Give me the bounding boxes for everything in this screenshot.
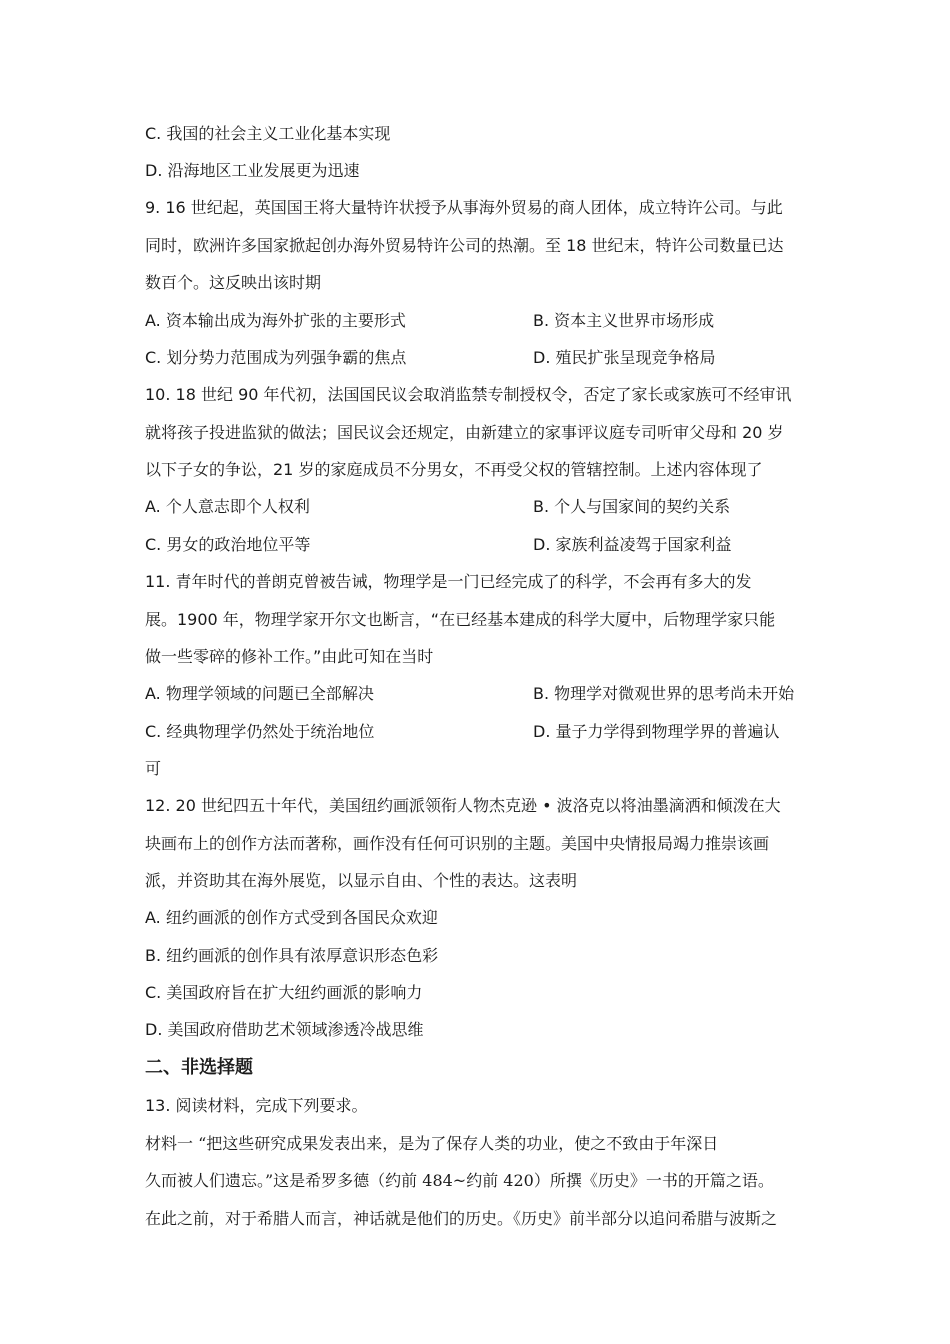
q11-option-d-wrap: 可: [145, 759, 162, 778]
q10-option-d: D. 家族利益凌驾于国家利益: [533, 535, 732, 554]
q13-intro: 13. 阅读材料，完成下列要求。: [145, 1096, 368, 1115]
q9-option-b: B. 资本主义世界市场形成: [533, 311, 715, 330]
q9-option-a: A. 资本输出成为海外扩张的主要形式: [145, 311, 406, 330]
q13-material-line: 材料一 “把这些研究成果发表出来，是为了保存人类的功业，使之不致由于年深日: [145, 1134, 719, 1153]
q10-option-c: C. 男女的政治地位平等: [145, 535, 311, 554]
q12-stem-line: 派，并资助其在海外展览，以显示自由、个性的表达。这表明: [145, 871, 578, 890]
q11-option-d: D. 量子力学得到物理学界的普遍认: [533, 722, 780, 741]
q9-stem-line: 数百个。这反映出该时期: [145, 273, 322, 292]
q12-option-a: A. 纽约画派的创作方式受到各国民众欢迎: [145, 908, 438, 927]
q9-stem-line: 9. 16 世纪起，英国国王将大量特许状授予从事海外贸易的商人团体，成立特许公司。与此: [145, 198, 783, 217]
q11-stem-line: 做一些零碎的修补工作。”由此可知在当时: [145, 647, 434, 666]
q11-option-c: C. 经典物理学仍然处于统治地位: [145, 722, 375, 741]
q10-option-a: A. 个人意志即个人权利: [145, 497, 310, 516]
q12-option-d: D. 美国政府借助艺术领域渗透冷战思维: [145, 1020, 424, 1039]
q9-stem-line: 同时，欧洲许多国家掀起创办海外贸易特许公司的热潮。至 18 世纪末，特许公司数量已达: [145, 236, 784, 255]
q10-stem-line: 10. 18 世纪 90 年代初，法国国民议会取消监禁专制授权令，否定了家长或家族可不经审讯: [145, 385, 792, 404]
section-heading: 二、非选择题: [145, 1057, 253, 1078]
q11-option-b: B. 物理学对微观世界的思考尚未开始: [533, 684, 795, 703]
q10-option-b: B. 个人与国家间的契约关系: [533, 497, 731, 516]
q12-stem-line: 块画布上的创作方法而著称，画作没有任何可识别的主题。美国中央情报局竭力推崇该画: [145, 834, 770, 853]
q12-option-c: C. 美国政府旨在扩大纽约画派的影响力: [145, 983, 423, 1002]
q9-option-c: C. 划分势力范围成为列强争霸的焦点: [145, 348, 407, 367]
q11-stem-line: 展。1900 年，物理学家开尔文也断言，“在已经基本建成的科学大厦中，后物理学家只能: [145, 610, 776, 629]
q9-option-d: D. 殖民扩张呈现竞争格局: [533, 348, 716, 367]
q12-option-b: B. 纽约画派的创作具有浓厚意识形态色彩: [145, 946, 439, 965]
q13-material-line: 久而被人们遗忘。”这是希罗多德（约前 484~约前 420）所撰《历史》一书的开篇之语。: [145, 1171, 774, 1190]
q10-stem-line: 就将孩子投进监狱的做法；国民议会还规定，由新建立的家事评议庭专司听审父母和 20 岁: [145, 423, 784, 442]
q8-option-d: D. 沿海地区工业发展更为迅速: [145, 161, 360, 180]
q13-material-line: 在此之前，对于希腊人而言，神话就是他们的历史。《历史》前半部分以追问希腊与波斯之: [145, 1209, 778, 1228]
q11-stem-line: 11. 青年时代的普朗克曾被告诫，物理学是一门已经完成了的科学，不会再有多大的发: [145, 572, 752, 591]
q12-stem-line: 12. 20 世纪四五十年代，美国纽约画派领衔人物杰克逊 • 波洛克以将油墨滴洒和倾泼在大: [145, 796, 781, 815]
q10-stem-line: 以下子女的争讼，21 岁的家庭成员不分男女，不再受父权的管辖控制。上述内容体现了: [145, 460, 763, 479]
q11-option-a: A. 物理学领域的问题已全部解决: [145, 684, 374, 703]
q8-option-c: C. 我国的社会主义工业化基本实现: [145, 124, 391, 143]
